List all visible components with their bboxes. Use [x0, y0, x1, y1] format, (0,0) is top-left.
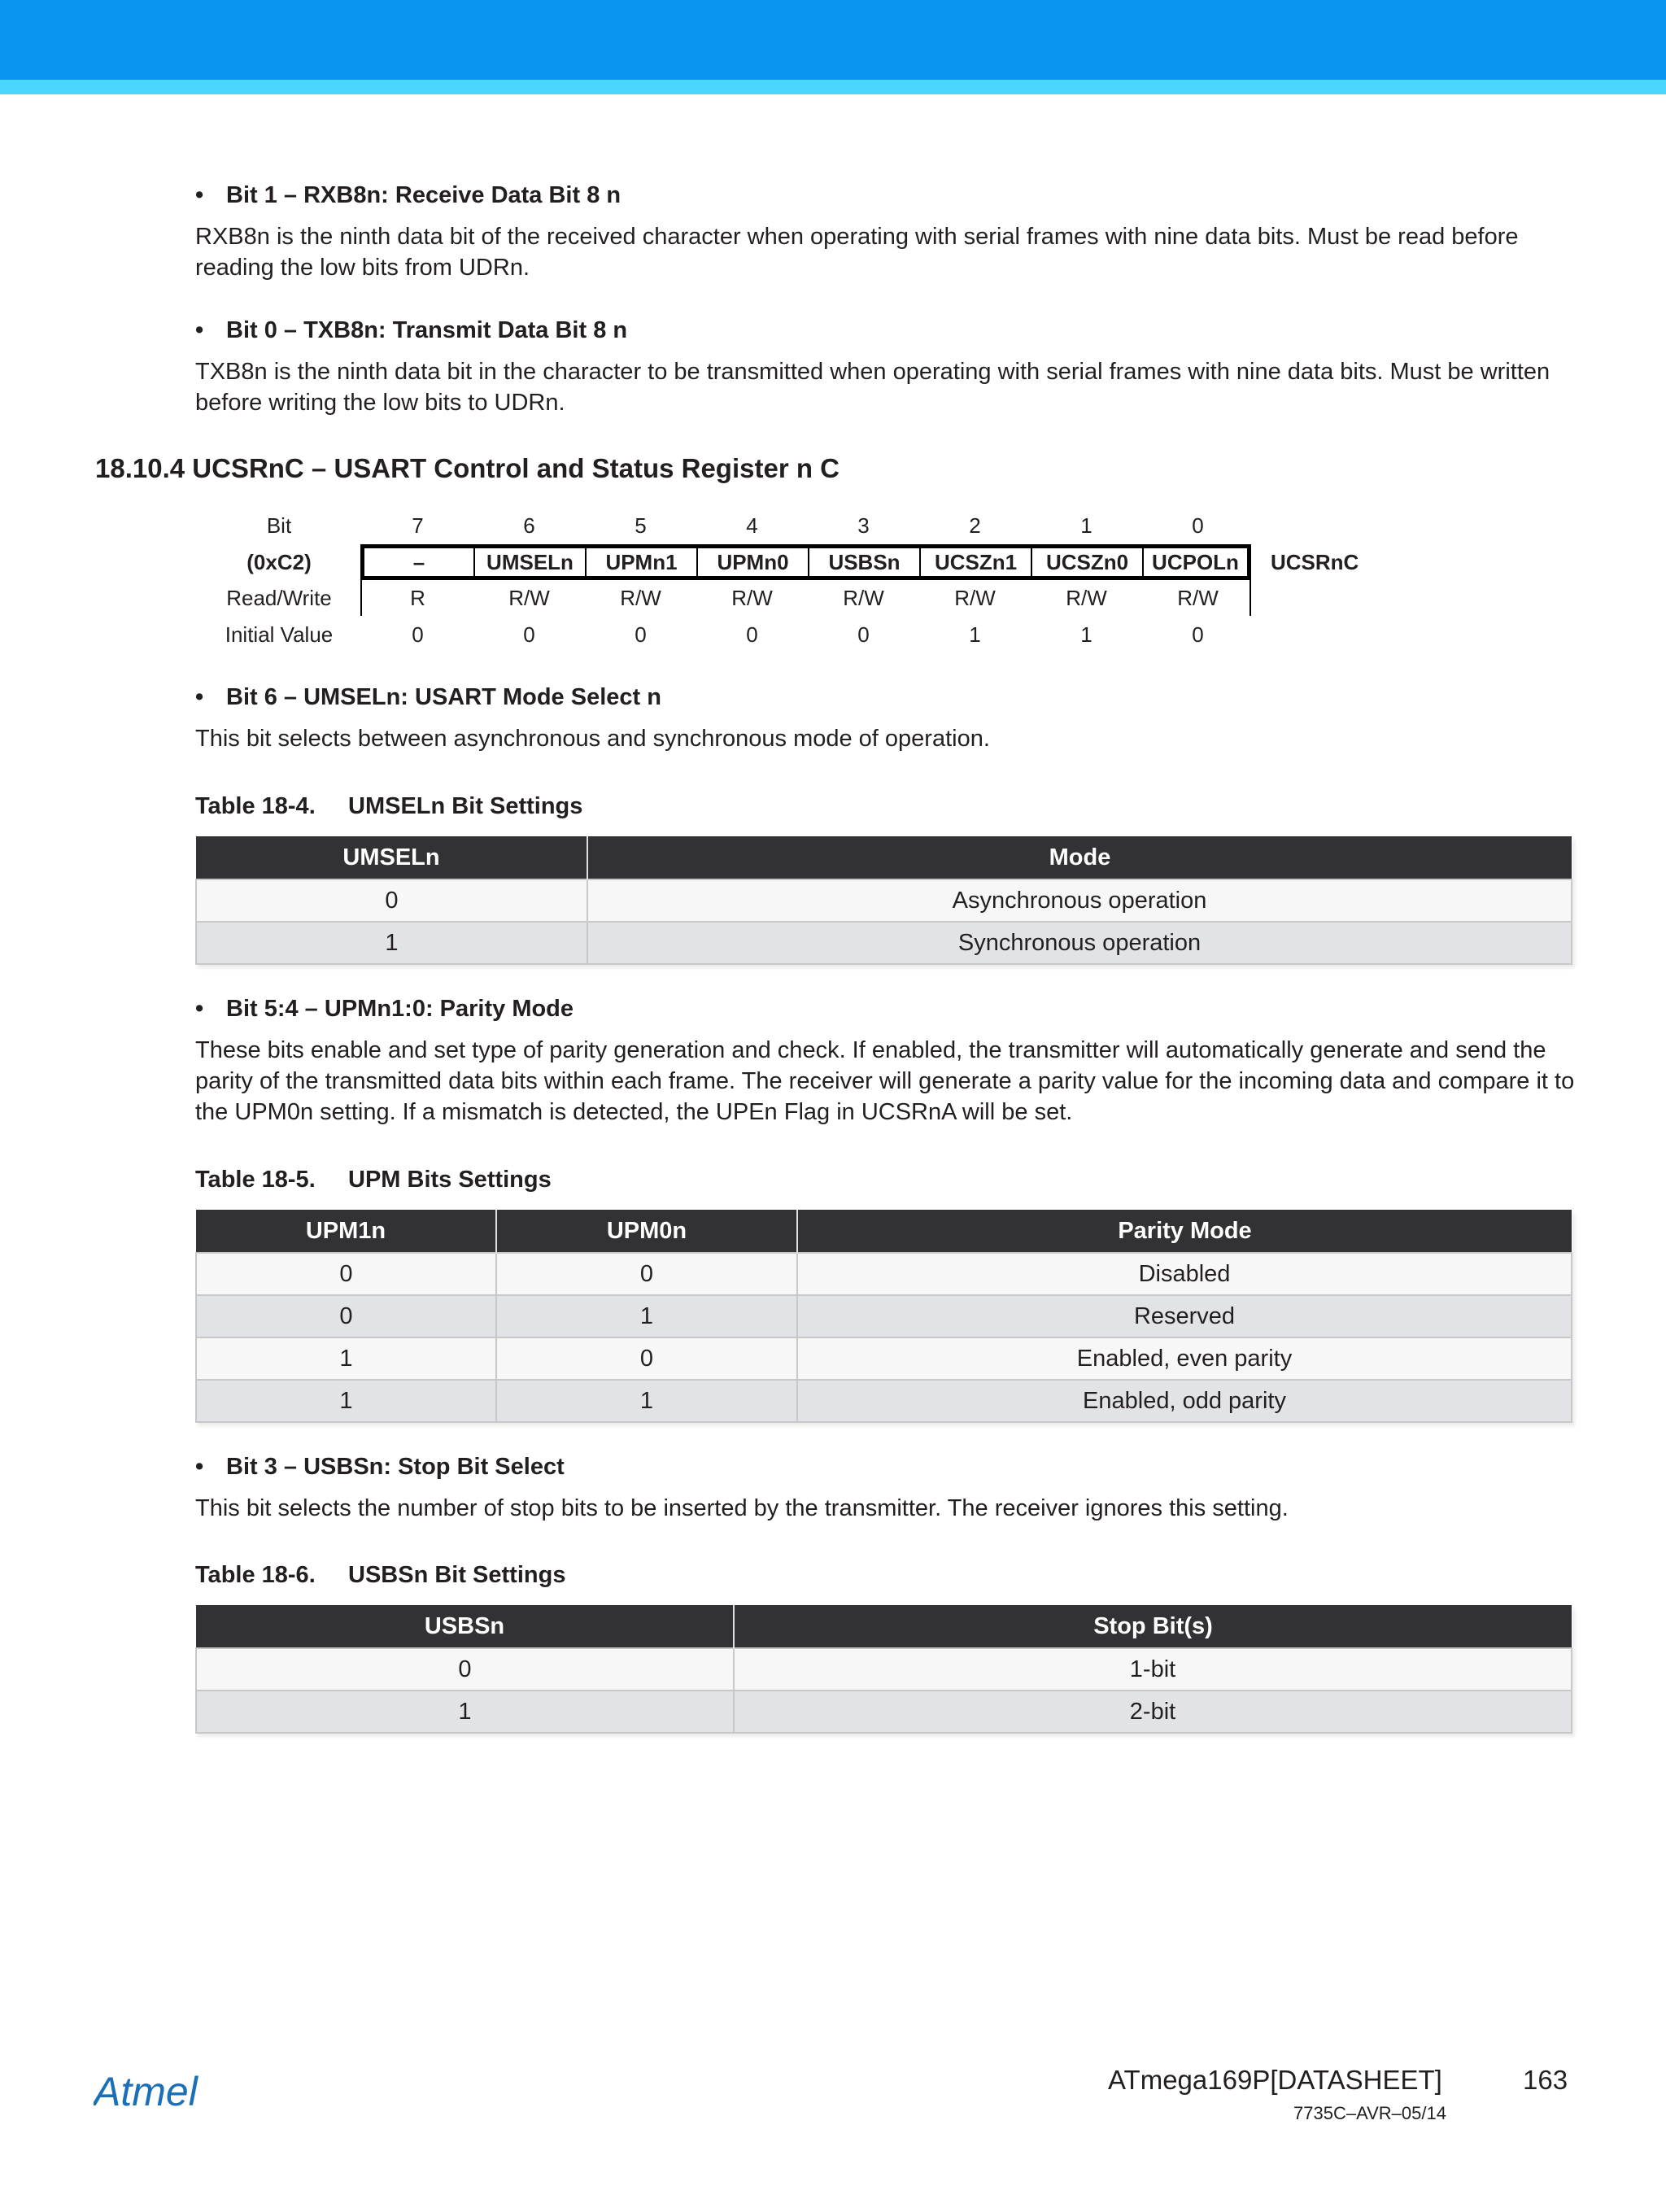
table-cell: 0	[196, 1295, 496, 1337]
table4-header: UMSELn	[196, 836, 587, 879]
table4-caption: Table 18-4. UMSELn Bit Settings	[195, 793, 583, 819]
register-divider	[1250, 580, 1251, 616]
table-cell: Enabled, even parity	[797, 1337, 1572, 1380]
register-rw: R/W	[508, 586, 550, 610]
register-init: 0	[857, 622, 870, 647]
table5-header: UPM1n	[196, 1210, 496, 1253]
register-field: UPMn0	[696, 548, 808, 576]
table6-caption: Table 18-6. USBSn Bit Settings	[195, 1562, 566, 1588]
table6-header: USBSn	[196, 1605, 734, 1648]
table-cell: 1	[196, 922, 587, 964]
register-divider	[360, 580, 362, 616]
bit6-text: This bit selects between asynchronous and synchronous mode of operation.	[195, 726, 990, 752]
register-init: 0	[523, 622, 535, 647]
table4-header: Mode	[587, 836, 1572, 879]
register-field: USBSn	[808, 548, 919, 576]
table-cell: Synchronous operation	[587, 922, 1572, 964]
header-stripe	[0, 80, 1666, 94]
table-cell: 0	[496, 1253, 797, 1295]
table-row	[196, 1380, 1572, 1422]
register-bit-number: 3	[857, 513, 870, 538]
section-title: 18.10.4 UCSRnC – USART Control and Status Register n C	[95, 453, 840, 483]
register-name: UCSRnC	[1271, 550, 1359, 574]
table-row	[196, 879, 1572, 922]
table-cell: 0	[196, 1648, 734, 1691]
bit3-heading: • Bit 3 – USBSn: Stop Bit Select	[195, 1454, 565, 1480]
register-field-box	[360, 544, 1251, 580]
table-cell: 0	[196, 879, 587, 922]
register-init: 0	[746, 622, 758, 647]
register-rw: R/W	[620, 586, 661, 610]
register-field: –	[412, 550, 425, 574]
bit54-text: These bits enable and set type of parity generation and check. If enabled, the transmitter will automatically generate and send the parity of the transmitted data bits within each frame. The receiver will generate a parity value for the incoming data and compare it to the UPM0n setting. If a mismatch is detected, the UPEn Flag in UCSRnA will be set.	[195, 1037, 1575, 1125]
table-cell: Disabled	[797, 1253, 1572, 1295]
register-bit-number: 0	[1192, 513, 1204, 538]
bit6-heading: • Bit 6 – UMSELn: USART Mode Select n	[195, 684, 661, 710]
register-rw-label: Read/Write	[226, 586, 332, 610]
register-bit-label: Bit	[266, 513, 292, 538]
register-field: UCPOLn	[1142, 548, 1247, 576]
header-bar	[0, 0, 1666, 80]
register-rw: R/W	[1177, 586, 1219, 610]
register-address: (0xC2)	[246, 550, 312, 574]
register-init: 0	[412, 622, 424, 647]
register-field: UPMn1	[585, 548, 696, 576]
table-row	[196, 1648, 1572, 1691]
register-init-label: Initial Value	[225, 622, 334, 647]
register-bit-number: 7	[412, 513, 424, 538]
table-cell: 1	[496, 1380, 797, 1422]
register-bit-number: 1	[1080, 513, 1092, 538]
bit1-heading: • Bit 1 – RXB8n: Receive Data Bit 8 n	[195, 182, 621, 208]
table-cell: 1	[196, 1337, 496, 1380]
register-bit-number: 5	[635, 513, 647, 538]
register-init: 1	[1080, 622, 1092, 647]
register-rw: R/W	[843, 586, 884, 610]
atmel-logo	[94, 2066, 240, 2115]
register-rw: R/W	[731, 586, 773, 610]
register-rw: R/W	[954, 586, 996, 610]
table-cell: 1-bit	[734, 1648, 1572, 1691]
register-rw: R	[410, 586, 425, 610]
register-bit-number: 6	[523, 513, 535, 538]
table-cell: 1	[196, 1380, 496, 1422]
register-rw: R/W	[1066, 586, 1107, 610]
bit54-heading: • Bit 5:4 – UPMn1:0: Parity Mode	[195, 996, 574, 1022]
table-cell: Reserved	[797, 1295, 1572, 1337]
table-cell: 2-bit	[734, 1691, 1572, 1733]
table-cell: Asynchronous operation	[587, 879, 1572, 922]
page-number: 163	[1523, 2065, 1568, 2095]
table-row	[196, 1691, 1572, 1733]
table5-header: UPM0n	[496, 1210, 797, 1253]
table-cell: Enabled, odd parity	[797, 1380, 1572, 1422]
logo-text: Atmel	[94, 2069, 198, 2114]
table-cell: 0	[196, 1253, 496, 1295]
register-init: 0	[1192, 622, 1204, 647]
table-cell: 0	[496, 1337, 797, 1380]
table6-header: Stop Bit(s)	[734, 1605, 1572, 1648]
register-init: 1	[969, 622, 981, 647]
doc-title: ATmega169P[DATASHEET]	[1108, 2065, 1442, 2095]
register-bit-number: 2	[969, 513, 981, 538]
table4	[195, 836, 1572, 965]
table-row	[196, 1253, 1572, 1295]
table6	[195, 1605, 1572, 1734]
table-row	[196, 1337, 1572, 1380]
table5-caption: Table 18-5. UPM Bits Settings	[195, 1167, 552, 1193]
register-field: UCSZn0	[1031, 548, 1142, 576]
register-field: UCSZn1	[919, 548, 1031, 576]
table5-header: Parity Mode	[797, 1210, 1572, 1253]
bit0-text: TXB8n is the ninth data bit in the character to be transmitted when operating with serial frames with nine data bits. Must be written before writing the low bits to UDRn.	[195, 359, 1550, 416]
table5	[195, 1210, 1572, 1423]
bit0-heading: • Bit 0 – TXB8n: Transmit Data Bit 8 n	[195, 317, 628, 343]
table-cell: 1	[196, 1691, 734, 1733]
bit3-text: This bit selects the number of stop bits to be inserted by the transmitter. The receiver ignores this setting.	[195, 1495, 1289, 1521]
register-init: 0	[635, 622, 647, 647]
table-row	[196, 1295, 1572, 1337]
register-field: UMSELn	[473, 548, 585, 576]
register-bit-number: 4	[746, 513, 758, 538]
doc-code: 7735C–AVR–05/14	[1293, 2103, 1446, 2123]
bit1-text: RXB8n is the ninth data bit of the received character when operating with serial frames with nine data bits. Must be read before reading the low bits from UDRn.	[195, 224, 1519, 281]
table-row	[196, 922, 1572, 964]
table-cell: 1	[496, 1295, 797, 1337]
